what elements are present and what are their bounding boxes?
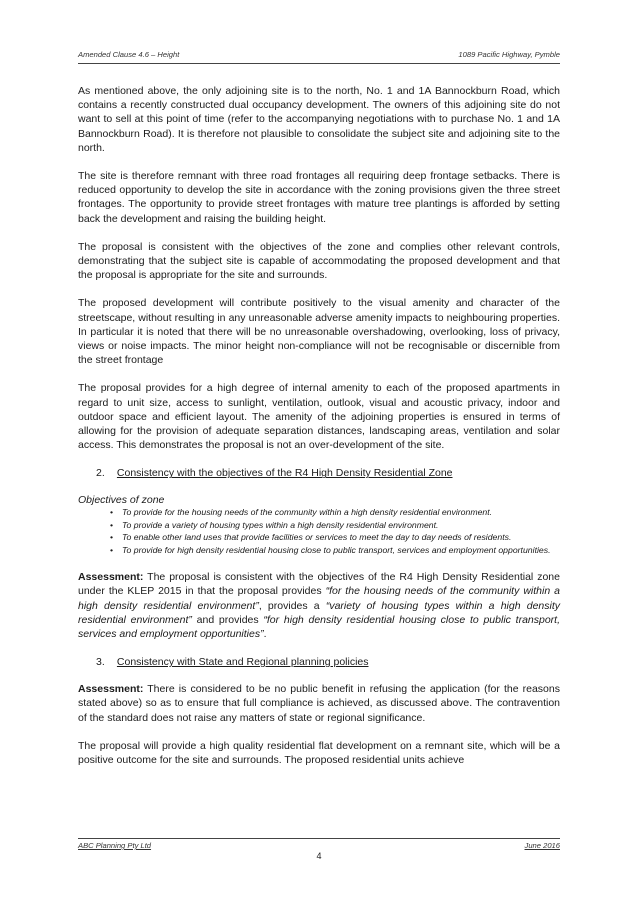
- assessment-text: The proposal is consistent with the objectives of the R4 High Density Residential zone under the KLEP 2015 in that the proposal provides: [78, 571, 560, 598]
- bullet-icon: •: [110, 532, 114, 543]
- section-title: Consistency with State and Regional planning policies: [116, 656, 369, 669]
- bullet-icon: •: [110, 507, 114, 518]
- list-item: [110, 532, 560, 543]
- assessment-quote: “for the housing needs of the community within a high density residential environment”: [78, 585, 560, 612]
- section-heading-3: [96, 655, 560, 669]
- assessment-label: Assessment:: [78, 571, 144, 584]
- assessment-quote: “for high density residential housing close to public transport, services and employment opportunities”: [78, 613, 561, 640]
- paragraph: As mentioned above, the only adjoining site is to the north, No. 1 and 1A Bannockburn Road, which contains a recently constructed dual occupancy development. The owners of this adjoining site do not want to sell at this point of time (refer to the accompanying negotiations with to purchase No. 1 and 1A Bannockburn Road). It is therefore not plausible to consolidate the subject site and adjoining site to the north.: [78, 85, 560, 154]
- page-footer: [78, 838, 560, 849]
- paragraph: The site is therefore remnant with three road frontages all requiring deep frontage setbacks. There is reduced opportunity to develop the site in accordance with the zoning provisions given the three street frontages. The opportunity to provide street frontages with mature tree plantings is afforded by setting back the development and raising the building height.: [78, 170, 560, 225]
- header-site-address: 1089 Pacific Highway, Pymble: [458, 50, 560, 59]
- list-item: [110, 507, 560, 518]
- objective-text: To provide a variety of housing types within a high density residential environment.: [122, 519, 439, 530]
- objectives-list: [78, 507, 560, 556]
- section-number: 2.: [96, 467, 105, 480]
- bullet-icon: •: [110, 544, 114, 555]
- footer-company: ABC Planning Pty Ltd: [78, 841, 152, 850]
- objectives-title: Objectives of zone: [78, 494, 165, 507]
- section-title: Consistency with the objectives of the R4 High Density Residential Zone: [116, 467, 453, 480]
- paragraph: The proposal provides for a high degree of internal amenity to each of the proposed apartments in regard to unit size, access to sunlight, ventilation, outlook, visual and acoustic privacy, indoor and outdoor space and efficient layout. The amenity of the adjoining properties is ensured in terms of allowing for the provision of adequate separation distances, landscaping areas, ventilation and solar access. This demonstrates the proposal is not an over-development of the site.: [78, 382, 560, 452]
- header-document-title: Amended Clause 4.6 – Height: [78, 50, 180, 59]
- assessment-text: .: [263, 627, 267, 640]
- page-number: 4: [316, 851, 322, 861]
- paragraph: The proposal will provide a high quality residential flat development on a remnant site, which will be a positive outcome for the site and surrounds. The proposed residential units achieve: [78, 739, 560, 766]
- assessment-text: and provides: [191, 613, 264, 626]
- page-header: [78, 49, 560, 64]
- section-number: 3.: [96, 656, 105, 669]
- bullet-icon: •: [110, 519, 114, 530]
- section-heading-2: [96, 466, 560, 480]
- assessment-text: There is considered to be no public benefit in refusing the application (for the reasons stated above) so as to ensure that full compliance is achieved, as discussed above. The contravention of the standard does not raise any matters of state or regional significance.: [78, 683, 560, 724]
- objective-text: To enable other land uses that provide facilities or services to meet the day to day needs of residents.: [122, 532, 512, 543]
- paragraph: The proposal is consistent with the objectives of the zone and complies other relevant controls, demonstrating that the subject site is capable of accommodating the proposed development and that the proposal is appropriate for the site and surrounds.: [78, 240, 560, 282]
- list-item: [110, 519, 560, 531]
- footer-date: June 2016: [524, 841, 560, 850]
- assessment-paragraph: [78, 570, 560, 641]
- assessment-label: Assessment:: [78, 683, 144, 696]
- list-item: [110, 544, 560, 556]
- objective-text: To provide for the housing needs of the community within a high density residential environment.: [122, 507, 493, 518]
- paragraph: The proposed development will contribute positively to the visual amenity and character of the streetscape, without resulting in any unreasonable adverse amenity impacts to neighbouring properties. In particular it is noted that there will be no unreasonable overshadowing, overlooking, loss of privacy, views or noise impacts. The minor height non-compliance will not be recognisable or discernible from the street frontage: [78, 297, 560, 367]
- assessment-paragraph: [78, 682, 560, 725]
- objective-text: To provide for high density residential housing close to public transport, services and employment opportunities.: [122, 544, 551, 555]
- document-body: [78, 84, 560, 781]
- assessment-text: , provides a: [258, 599, 326, 612]
- assessment-quote: “variety of housing types within a high density residential environment”: [78, 599, 561, 626]
